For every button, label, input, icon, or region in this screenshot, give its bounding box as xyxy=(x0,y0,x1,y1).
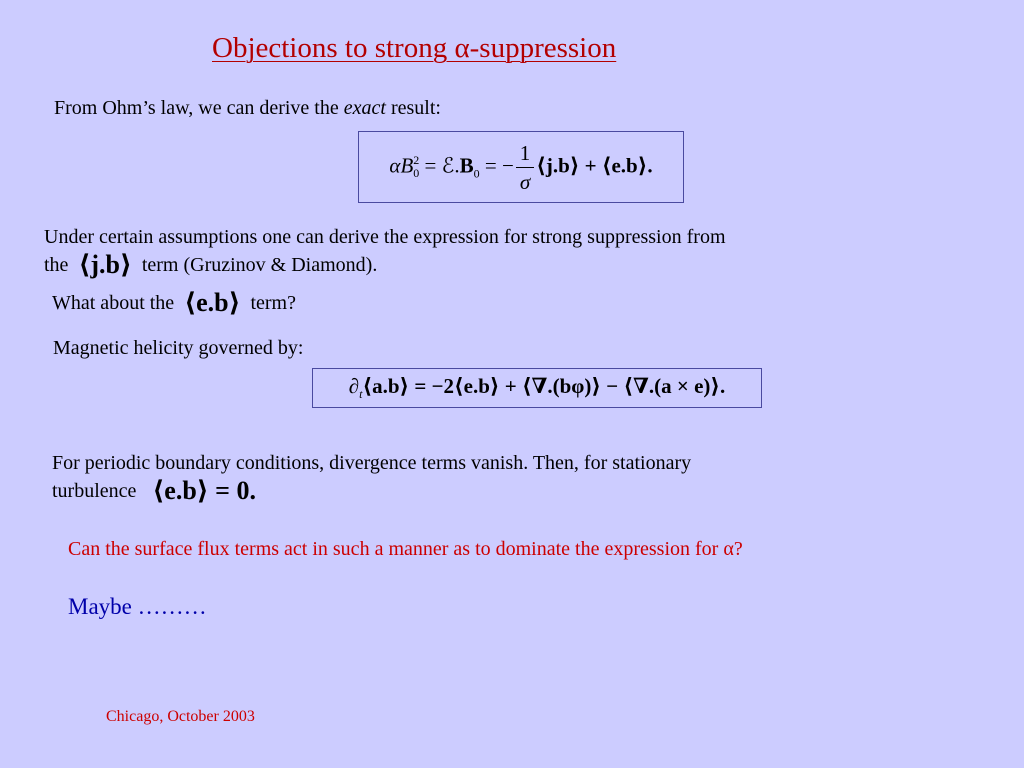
eq1-lhs: αB xyxy=(389,152,414,177)
slide-title: Objections to strong α-suppression xyxy=(212,32,617,64)
equation-ohm-box xyxy=(358,131,684,203)
assumptions-line2 xyxy=(44,252,377,278)
ohm-law-emphasis: exact xyxy=(343,97,386,119)
assumptions-suffix: term (Gruzinov & Diamond). xyxy=(141,254,378,276)
surface-flux-question: Can the surface flux terms act in such a manner as to dominate the expression for α? xyxy=(68,538,743,560)
eq2-partial-sub: t xyxy=(359,387,363,402)
assumptions-prefix: the xyxy=(44,254,69,276)
equation-helicity-box xyxy=(312,368,762,408)
eb-question-prefix: What about the xyxy=(52,292,175,314)
eq1-fraction xyxy=(516,139,535,196)
eq1-lhs-sup: 2 xyxy=(413,152,420,167)
assumptions-line1: Under certain assumptions one can derive the expression for strong suppression from xyxy=(44,226,726,248)
ohm-law-line xyxy=(54,95,441,121)
eb-question-line xyxy=(52,290,296,316)
maybe-text: Maybe ……… xyxy=(68,594,207,619)
footer-location-date: Chicago, October 2003 xyxy=(106,708,255,725)
eq1-B0-sub: 0 xyxy=(473,166,480,180)
periodic-line2 xyxy=(52,478,256,504)
eb-term: ⟨e.b⟩ xyxy=(184,288,241,317)
jb-term: ⟨j.b⟩ xyxy=(78,250,132,279)
eb-question-suffix: term? xyxy=(250,292,296,314)
periodic-prefix: turbulence xyxy=(52,480,137,502)
ohm-law-prefix: From Ohm’s law, we can derive the xyxy=(54,97,344,119)
eb-zero-equation: ⟨e.b⟩ = 0. xyxy=(152,476,256,505)
eq1-rhs: ⟨j.b⟩ + ⟨e.b⟩. xyxy=(536,152,653,177)
eq1-B0: B xyxy=(459,152,474,177)
eq2-content xyxy=(349,373,725,402)
eq1-mid: = ℰ. xyxy=(419,152,460,177)
eq1-lhs-sub: 0 xyxy=(413,166,420,180)
periodic-line1: For periodic boundary conditions, divergence terms vanish. Then, for stationary xyxy=(52,452,692,474)
eq2-partial: ∂ xyxy=(348,374,360,399)
eq1-eq-minus: = − xyxy=(479,152,514,177)
eq1-content xyxy=(389,139,652,196)
helicity-label: Magnetic helicity governed by: xyxy=(53,337,304,359)
ohm-law-suffix: result: xyxy=(385,97,441,119)
eq1-frac-den: σ xyxy=(519,169,531,194)
eq1-frac-num: 1 xyxy=(516,139,535,168)
eq2-body: ⟨a.b⟩ = −2⟨e.b⟩ + ⟨∇.(bφ)⟩ − ⟨∇.(a × e)⟩. xyxy=(362,374,726,399)
